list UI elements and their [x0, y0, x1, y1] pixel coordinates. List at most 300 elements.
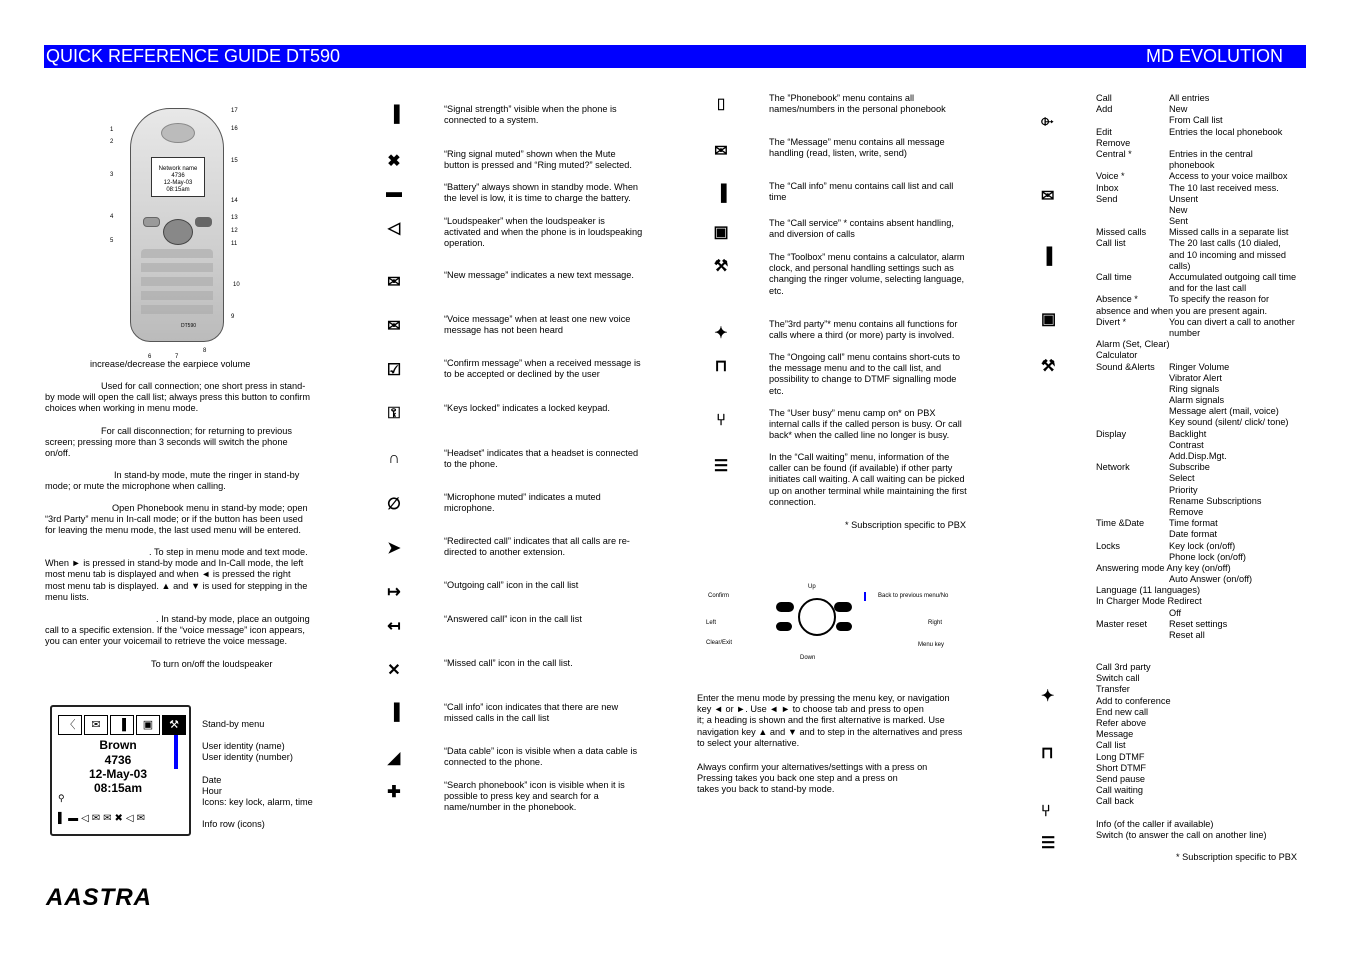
- header-bar: [44, 45, 1306, 68]
- text-line: names/numbers in the personal phonebook: [769, 104, 946, 115]
- menu-tree-row: [1096, 227, 1311, 238]
- icon-description: [444, 492, 659, 514]
- user-busy-menu-icon: ⑂: [1041, 803, 1051, 820]
- toolbox-tab-icon: ⚒: [162, 715, 186, 735]
- menu-subitem: Ringer Volume: [1169, 361, 1230, 372]
- keys-locked-icon: ⚿: [387, 405, 401, 422]
- menu-subitem: Backlight: [1169, 428, 1207, 439]
- menu-tree-row: [1096, 127, 1311, 138]
- menu-tree-row: [1096, 171, 1311, 182]
- call-functions: [1096, 662, 1311, 841]
- signal-icon: ▐: [388, 106, 400, 123]
- new-message-icon: ✉: [387, 274, 401, 291]
- text-line: internal calls if the called person is busy. Or call: [769, 419, 962, 430]
- menu-item: Network: [1096, 462, 1130, 473]
- icon-description: [444, 358, 659, 380]
- menu-tree-row: [1096, 238, 1311, 249]
- menu-tree-row: [1096, 250, 1311, 261]
- callout-7: 7: [175, 354, 179, 360]
- text-line: “Call info” icon indicates that there are new: [444, 702, 619, 712]
- menu-subitem: The 10 last received mess.: [1169, 182, 1279, 193]
- menu-item: Time &Date: [1096, 518, 1145, 529]
- text-line: The “Message” menu contains all message: [769, 137, 945, 147]
- outgoing-call-icon: ↦: [387, 584, 401, 601]
- call-function-item: [1096, 807, 1311, 818]
- menu-tree-row: [1096, 328, 1311, 339]
- lcd-label: Hour: [202, 785, 222, 796]
- menu-item: Language (11 languages): [1096, 585, 1201, 596]
- text-line: directed to another extension.: [444, 547, 566, 558]
- menu-subitem: All entries: [1169, 93, 1210, 103]
- phone-screen-line: 08:15am: [166, 187, 190, 193]
- menu-item: Call: [1096, 93, 1112, 103]
- text-line: microphone.: [444, 503, 495, 514]
- text-line: to select your alternative.: [697, 737, 800, 748]
- phonebook-tab-icon: 〈: [58, 715, 82, 735]
- text-line: clock, and personal handling settings such as: [769, 263, 954, 274]
- text-line: The “Toolbox” menu contains a calculator, alarm: [769, 252, 965, 262]
- menu-subitem: You can divert a call to another: [1169, 316, 1295, 327]
- icon-description: [444, 536, 659, 558]
- text-line: calls where a third (or more) party is involved.: [769, 330, 955, 341]
- call-function-item: Refer above: [1096, 717, 1147, 728]
- call-service-menu-icon: ▣: [1041, 311, 1057, 328]
- col1-nav-key-text: [45, 547, 335, 603]
- phone-screen-line: Network name: [158, 166, 198, 172]
- menu-tree-row: [1096, 205, 1311, 216]
- menu-item: Calculator: [1096, 350, 1138, 361]
- nav-label-back: Back to previous menu/No: [878, 593, 949, 599]
- lcd-label: User identity (number): [202, 752, 293, 763]
- text-line: and diversion of calls: [769, 229, 855, 240]
- menu-tree-row: [1096, 596, 1311, 607]
- callout-15: 15: [231, 158, 238, 164]
- lcd-labels: [202, 719, 313, 830]
- nav-label-up: Up: [808, 584, 816, 590]
- menu-description: [769, 218, 984, 240]
- icon-description: [444, 270, 659, 281]
- text-line: button is pressed and “Ring muted?” selected.: [444, 160, 632, 171]
- text-line: In stand-by mode, mute the ringer in stand-by: [114, 470, 300, 480]
- menu-subitem: Vibrator Alert: [1169, 372, 1222, 383]
- text-line: “Battery” always shown in standby mode. When: [444, 182, 639, 192]
- text-line: possible to press key and search for a: [444, 791, 599, 802]
- menu-subitem: and for the last call: [1169, 283, 1247, 294]
- callout-6: 6: [148, 354, 152, 360]
- text-line: the message menu and to the call list, and: [769, 363, 942, 374]
- menu-tree-row: [1096, 373, 1311, 384]
- menu-tree: [1096, 93, 1311, 641]
- callout-12: 12: [231, 228, 238, 234]
- menu-tree-row: [1096, 574, 1311, 585]
- text-line: you can enter your voicemail to retrieve the voice message.: [45, 636, 288, 647]
- guide-title: QUICK REFERENCE GUIDE DT590: [46, 46, 341, 66]
- back-key: [834, 602, 852, 612]
- phonebook-menu-icon: ⌱: [1041, 113, 1054, 130]
- call-key: [143, 217, 160, 227]
- menu-subitem: Key sound (silent/ click/ tone): [1169, 417, 1289, 428]
- menu-tree-row: [1096, 406, 1311, 417]
- text-line: For call disconnection; for returning to previous: [101, 426, 292, 436]
- phonebook-icon: ⌷: [716, 97, 726, 114]
- text-line: by mode will open the call list; always press this button to confirm: [45, 392, 311, 403]
- text-line: Always confirm your alternatives/settings with a press on: [697, 762, 928, 772]
- phone-brand: DT590: [181, 323, 197, 329]
- text-line: “Keys locked” indicates a locked keypad.: [444, 403, 610, 413]
- menu-item: Voice *: [1096, 171, 1125, 182]
- menu-tree-row: [1096, 149, 1311, 160]
- text-line: screen; pressing more than 3 seconds will switch the phone: [45, 437, 288, 448]
- phone-illustration: [130, 108, 224, 342]
- menu-description: [769, 137, 984, 159]
- text-line: navigation key ▲ and ▼ and to step in the alternatives and press: [697, 726, 963, 737]
- confirm-instructions: [697, 762, 987, 796]
- call-info-menu-icon: ▐: [1041, 248, 1053, 265]
- menu-item: Edit: [1096, 126, 1112, 137]
- menu-tree-row: [1096, 619, 1311, 630]
- col1-voicemail-key-text: [45, 614, 335, 648]
- col1-end-key-text: [45, 426, 335, 460]
- call-function-item: Add to conference: [1096, 695, 1171, 706]
- text-line: “Loudspeaker” when the loudspeaker is: [444, 216, 605, 226]
- text-line: “Confirm message” when a received message is: [444, 358, 641, 368]
- text-line: connected to a system.: [444, 115, 539, 126]
- call-function-item: Long DTMF: [1096, 751, 1145, 762]
- menu-tree-row: [1096, 104, 1311, 115]
- menu-item: Absence *: [1096, 294, 1138, 305]
- nav-label-left: Left: [706, 620, 717, 626]
- third-party-menu-icon: ✦: [1041, 688, 1055, 705]
- callout-13: 13: [231, 215, 238, 221]
- ongoing-call-menu-icon: ⊓: [1041, 745, 1054, 762]
- menu-tree-row: [1096, 283, 1311, 294]
- aastra-logo: AASTRA: [46, 884, 152, 911]
- icon-description: [444, 702, 659, 724]
- call-function-item: Call waiting: [1096, 785, 1143, 796]
- menu-tree-row: [1096, 272, 1311, 283]
- callout-9: 9: [231, 314, 235, 320]
- nav-label-confirm: Confirm: [708, 593, 730, 599]
- menu-subitem: Priority: [1169, 484, 1198, 495]
- menu-subitem: New: [1169, 204, 1188, 215]
- menu-subitem: and 10 incoming and missed: [1169, 249, 1286, 260]
- menu-tree-row: [1096, 306, 1311, 317]
- text-line: “Outgoing call” icon in the call list: [444, 580, 579, 590]
- menu-subitem: Time format: [1169, 518, 1218, 529]
- text-line: handling (read, listen, write, send): [769, 148, 907, 159]
- confirm-message-icon: ☑: [386, 362, 402, 379]
- menu-tree-row: [1096, 317, 1311, 328]
- menu-item: Inbox: [1096, 182, 1119, 193]
- menu-subitem: Rename Subscriptions: [1169, 495, 1262, 506]
- menu-subitem: Reset settings: [1169, 618, 1228, 629]
- text-line: call to a specific extension. If the “voice message” icon appears,: [45, 625, 305, 636]
- info-row-icons: ▌▬◁✉✉✖◁✉: [58, 813, 148, 824]
- menu-tree-row: [1096, 462, 1311, 473]
- menu-item: Display: [1096, 428, 1127, 439]
- menu-description: [769, 352, 984, 397]
- menu-subitem: Ring signals: [1169, 383, 1220, 394]
- text-line: name/number in the phonebook.: [444, 802, 577, 813]
- menu-tree-row: [1096, 115, 1311, 126]
- menu-tree-row: [1096, 339, 1311, 350]
- menu-subitem: Reset all: [1169, 630, 1205, 640]
- call-function-item: Call list: [1096, 740, 1126, 751]
- menu-description: [769, 252, 984, 297]
- lcd-label: Icons: key lock, alarm, time: [202, 797, 313, 808]
- text-line: etc.: [769, 385, 784, 396]
- call-info-tab-icon: ▐: [110, 715, 134, 735]
- text-line: key ◄ or ►. Use ◄ ► to choose tab and press to open: [697, 704, 924, 715]
- earpiece: [161, 123, 195, 143]
- text-line: to be accepted or declined by the user: [444, 369, 600, 380]
- menu-subitem: Alarm signals: [1169, 395, 1225, 406]
- col1-phonebook-key-text: [45, 503, 335, 537]
- menu-item: Sound &Alerts: [1096, 361, 1155, 372]
- menu-subitem: Key lock (on/off): [1169, 540, 1236, 551]
- menu-tree-row: [1096, 518, 1311, 529]
- menu-tree-row: [1096, 216, 1311, 227]
- menu-tree-row: [1096, 93, 1311, 104]
- menu-tree-row: [1096, 350, 1311, 361]
- text-line: Enter the menu mode by pressing the menu key, or navigation: [697, 693, 950, 703]
- menu-tree-row: [1096, 138, 1311, 149]
- lcd-label: Stand-by menu: [202, 719, 265, 729]
- callout-4: 4: [110, 214, 114, 220]
- icon-description: [444, 149, 659, 171]
- text-line: etc.: [769, 285, 784, 296]
- text-line: missed calls in the call list: [444, 713, 550, 724]
- col3-footnote: * Subscription specific to PBX: [845, 520, 967, 530]
- ongoing-call-icon: ⊓: [714, 358, 728, 375]
- text-line: “New message” indicates a new text message.: [444, 270, 634, 280]
- lcd-date: 12-May-03: [88, 767, 148, 781]
- menu-tree-row: [1096, 608, 1311, 619]
- text-line: it; a heading is shown and the first alternative is marked. Use: [697, 715, 945, 726]
- text-line: “Search phonebook” icon is visible when it is: [444, 780, 625, 790]
- phone-screen-line: 12-May-03: [163, 180, 193, 186]
- menu-subitem: Select: [1169, 473, 1195, 484]
- text-line: “3rd Party” menu in In-call mode; or if the button has been used: [45, 514, 303, 525]
- menu-subitem: From Call list: [1169, 115, 1223, 126]
- menu-item: absence and when you are present again.: [1096, 305, 1268, 316]
- menu-item: Answering mode Any key (on/off): [1096, 562, 1231, 573]
- menu-tree-row: [1096, 294, 1311, 305]
- text-line: In the “Call waiting” menu, information of the: [769, 452, 950, 462]
- text-line: most menu tab is displayed and when ◄ is pressed the right: [45, 569, 291, 580]
- text-line: . In stand-by mode, place an outgoing: [156, 614, 310, 624]
- text-line: The “User busy” menu camp on* on PBX: [769, 408, 936, 418]
- text-line: message has not been heard: [444, 325, 564, 336]
- menu-subitem: phonebook: [1169, 160, 1215, 171]
- menu-tree-row: [1096, 384, 1311, 395]
- text-line: “Voice message” when at least one new voice: [444, 314, 631, 324]
- lcd-hour: 08:15am: [93, 781, 143, 795]
- text-line: takes you back to stand-by mode.: [697, 784, 835, 795]
- text-line: the level is low, it is time to charge the battery.: [444, 193, 631, 204]
- menu-subitem: The 20 last calls (10 dialed,: [1169, 238, 1281, 249]
- menu-tree-row: [1096, 496, 1311, 507]
- menu-item: Divert *: [1096, 316, 1127, 327]
- col1-volume-text: increase/decrease the earpiece volume: [90, 359, 251, 369]
- icon-description: [444, 403, 659, 414]
- missed-call-icon: ✕: [387, 662, 401, 679]
- icon-description: [444, 780, 659, 814]
- callout-1: 1: [110, 127, 114, 133]
- text-line: choices when working in menu mode.: [45, 403, 199, 414]
- text-line: “Signal strength” visible when the phone is: [444, 104, 617, 114]
- text-line: “Missed call” icon in the call list.: [444, 658, 573, 668]
- menu-tree-row: [1096, 429, 1311, 440]
- text-line: “Headset” indicates that a headset is connected: [444, 448, 639, 458]
- col1-call-key-text: [45, 381, 335, 415]
- menu-description: [769, 319, 984, 341]
- text-line: The ”Phonebook” menu contains all: [769, 93, 915, 103]
- col4-footnote: * Subscription specific to PBX: [1176, 852, 1298, 862]
- text-line: The “Call service” * contains absent handling,: [769, 218, 954, 228]
- menu-instructions: [697, 693, 987, 749]
- call-function-item: Info (of the caller if available): [1096, 818, 1214, 829]
- text-line: possibility to change to DTMF signalling mode: [769, 374, 957, 385]
- menu-tree-row: [1096, 630, 1311, 641]
- call-function-item: Short DTMF: [1096, 762, 1147, 773]
- menu-subitem: Sent: [1169, 216, 1188, 227]
- nav-label-right: Right: [928, 620, 943, 626]
- col1-mute-key-text: [45, 470, 335, 492]
- text-line: initiates call waiting. A call waiting can be picked: [769, 474, 965, 485]
- menu-description: [769, 93, 984, 115]
- text-line: “Redirected call” indicates that all calls are re-: [444, 536, 630, 546]
- callout-16: 16: [231, 126, 238, 132]
- lcd-name: Brown: [99, 738, 137, 752]
- menu-tree-row: [1096, 417, 1311, 428]
- callout-14: 14: [231, 198, 238, 204]
- menu-subitem: Phone lock (on/off): [1169, 551, 1246, 562]
- text-line: The “Call info” menu contains call list and call: [769, 181, 954, 191]
- back-marker: [864, 592, 866, 601]
- icon-description: [444, 746, 659, 768]
- answered-call-icon: ↤: [387, 618, 401, 635]
- menu-item: Call list: [1096, 238, 1126, 249]
- icon-description: [444, 216, 659, 250]
- callout-17: 17: [231, 108, 238, 114]
- nav-key: [163, 219, 193, 245]
- menu-item: Remove: [1096, 137, 1131, 148]
- data-cable-icon: ◢: [387, 750, 401, 767]
- call-waiting-menu-icon: ☰: [1041, 835, 1056, 852]
- menu-key: [836, 622, 852, 631]
- text-line: “Ring signal muted” shown when the Mute: [444, 149, 616, 159]
- redirected-call-icon: ➤: [387, 540, 401, 557]
- menu-description: [769, 452, 984, 508]
- menu-tree-row: [1096, 183, 1311, 194]
- menu-subitem: Off: [1169, 607, 1182, 618]
- call-service-tab-icon: ▣: [136, 715, 160, 735]
- call-function-item: Call 3rd party: [1096, 662, 1151, 672]
- text-line: When ► is pressed in stand-by mode and In-Call mode, the left: [45, 558, 304, 569]
- menu-item: Locks: [1096, 540, 1121, 551]
- text-line: “Microphone muted” indicates a muted: [444, 492, 601, 502]
- nav-label-clear: Clear/Exit: [706, 640, 733, 646]
- menu-tree-row: [1096, 529, 1311, 540]
- text-line: activated and when the phone is in loudspeaking: [444, 227, 643, 238]
- text-line: changing the ringer volume, selecting language,: [769, 274, 965, 285]
- menu-item: Central *: [1096, 148, 1132, 159]
- menu-tree-row: [1096, 395, 1311, 406]
- lcd-label: User identity (name): [202, 741, 285, 752]
- message-menu-icon: ✉: [1041, 188, 1055, 205]
- menu-tree-row: [1096, 160, 1311, 171]
- menu-item: In Charger Mode Redirect: [1096, 596, 1202, 607]
- menu-subitem: Date format: [1169, 529, 1217, 540]
- call-function-item: Message: [1096, 729, 1134, 740]
- text-line: The”3rd party”* menu contains all functions for: [769, 319, 958, 329]
- menu-subitem: Contrast: [1169, 439, 1204, 450]
- loudspeaker-icon: ◁: [387, 220, 401, 237]
- navigation-diagram: [700, 580, 970, 670]
- text-line: Used for call connection; one short press in stand-: [101, 381, 306, 391]
- icon-description: [444, 658, 659, 669]
- icon-description: [444, 104, 659, 126]
- battery-icon: ▬: [386, 184, 402, 201]
- phone-screen: [151, 157, 205, 197]
- icon-description: [444, 448, 659, 470]
- menu-item: Alarm (Set, Clear): [1096, 339, 1170, 350]
- menu-item: Call time: [1096, 272, 1132, 282]
- menu-subitem: Remove: [1169, 506, 1204, 517]
- call-service-icon: ▣: [713, 224, 729, 241]
- menu-tree-row: [1096, 541, 1311, 552]
- callout-2: 2: [110, 139, 114, 145]
- message-tab-icon: ✉: [84, 715, 108, 735]
- menu-subitem: calls): [1169, 260, 1191, 271]
- lcd-label: Info row (icons): [202, 819, 265, 830]
- call-function-item: Transfer: [1096, 684, 1130, 695]
- callout-3: 3: [110, 172, 114, 178]
- call-waiting-icon: ☰: [713, 458, 729, 475]
- menu-item: Send: [1096, 193, 1118, 204]
- call-info-menu-icon: ▐: [715, 185, 727, 202]
- key-lock-icon: ⚲: [58, 793, 65, 803]
- menu-tree-row: [1096, 473, 1311, 484]
- menu-subitem: Entries in the central: [1169, 148, 1253, 159]
- text-line: Pressing takes you back one step and a press on: [697, 773, 898, 784]
- voice-message-icon: ✉: [387, 318, 401, 335]
- text-line: up on another terminal while maintaining the first: [769, 485, 967, 496]
- text-line: most menu tab is displayed. ▲ and ▼ is used for stepping in the: [45, 580, 308, 591]
- menu-subitem: Accumulated outgoing call time: [1169, 272, 1297, 282]
- call-function-item: Call back: [1096, 796, 1134, 807]
- col1-loudspeaker-text: To turn on/off the loudspeaker: [151, 659, 273, 669]
- nav-label-down: Down: [800, 655, 816, 661]
- menu-tree-row: [1096, 451, 1311, 462]
- text-line: for leaving the menu mode, the last used menu will be entered.: [45, 525, 301, 536]
- keypad: [141, 249, 213, 319]
- menu-item: Master reset: [1096, 618, 1148, 629]
- third-party-icon: ✦: [714, 325, 728, 342]
- menu-item: Add: [1096, 104, 1113, 115]
- nav-label-menu: Menu key: [918, 642, 945, 648]
- text-line: menu lists.: [45, 591, 89, 602]
- user-busy-icon: ⑂: [716, 412, 726, 429]
- menu-item: Missed calls: [1096, 227, 1147, 238]
- standby-display: [50, 705, 191, 836]
- menu-description: [769, 408, 984, 442]
- lcd-number: 4736: [104, 753, 132, 767]
- nav-wheel: [798, 598, 836, 636]
- microphone-muted-icon: ∅: [387, 496, 401, 513]
- menu-subitem: Add.Disp.Mgt.: [1169, 451, 1227, 461]
